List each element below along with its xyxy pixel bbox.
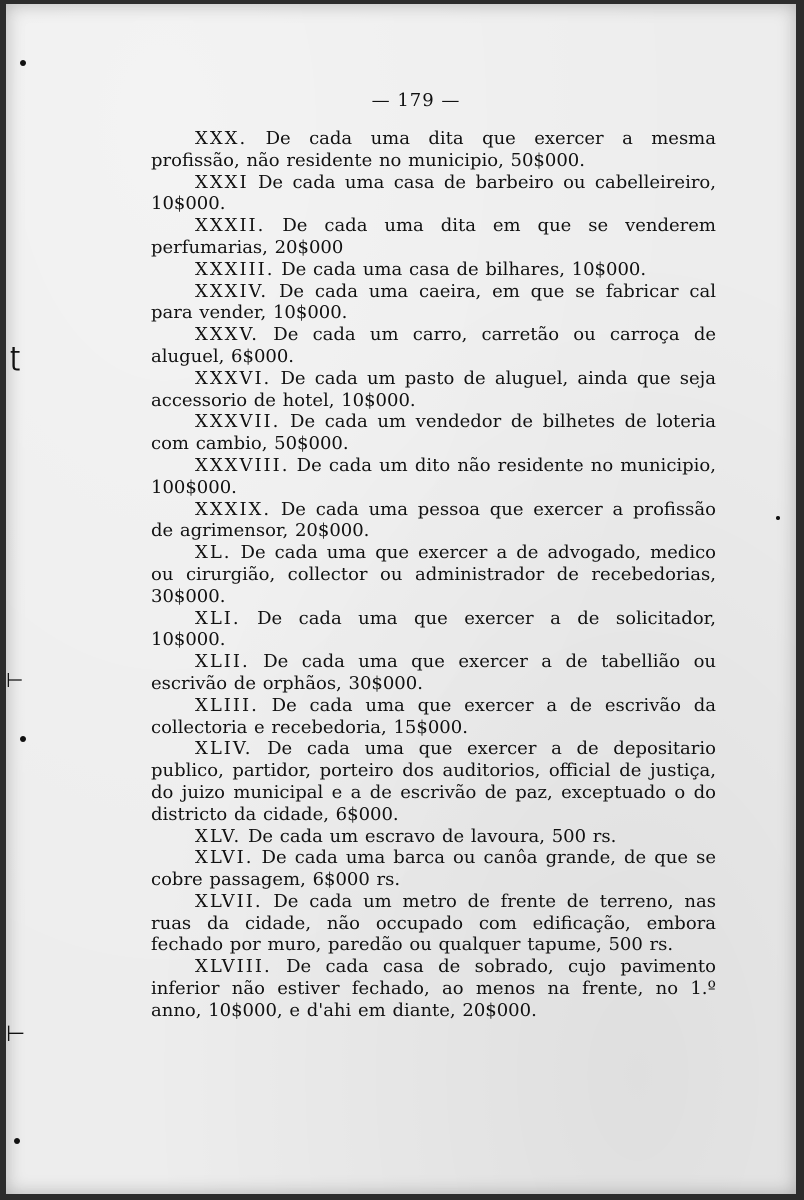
document-page (6, 4, 796, 1194)
list-item (151, 891, 716, 956)
list-item (151, 455, 716, 499)
item-text: De cada um vendedor de bilhetes de loteria com cambio, 50$000. (151, 411, 716, 455)
item-numeral: XXXIV. (195, 280, 269, 302)
list-item (151, 411, 716, 455)
item-numeral: XXXV. (195, 324, 260, 346)
scan-mark: ⊢ (6, 668, 24, 692)
item-text: De cada um pasto de aluguel, ainda que seja accessorio de hotel, 10$000. (151, 367, 716, 411)
item-text: De cada uma barca ou canôa grande, de que se cobre passagem, 6$000 rs. (151, 847, 716, 891)
item-numeral: XLIV. (195, 738, 253, 760)
list-item (151, 281, 716, 325)
item-text: De cada uma que exercer a de escrivão da collectoria e recebedoria, 15$000. (151, 694, 716, 738)
item-numeral: XXXIII. (195, 258, 275, 280)
item-numeral: XXXVIII. (195, 454, 290, 476)
item-numeral: XLIII. (195, 694, 259, 716)
list-item (151, 738, 716, 825)
list-item (151, 956, 716, 1021)
item-text: De cada uma caeira, em que se fabricar cal para vender, 10$000. (151, 280, 716, 324)
list-item (151, 368, 716, 412)
item-text: De cada uma que exercer a de depositario publico, partidor, porteiro dos auditorios, official de justiça, do juizo municipal e a de escrivão de paz, exceptuado o do districto da cidade, 6$000. (151, 738, 716, 825)
list-item (151, 215, 716, 259)
item-numeral: XXXVI. (195, 367, 272, 389)
item-numeral: XLVI. (195, 847, 254, 869)
item-numeral: XLV. (195, 825, 242, 847)
list-item (151, 608, 716, 652)
scan-mark: ʈ (10, 342, 21, 372)
item-text: De cada um metro de frente de terreno, nas ruas da cidade, não occupado com edificação, embora fechado por muro, paredão ou qualquer tapume, 500 rs. (151, 890, 716, 956)
scan-speck (20, 60, 26, 66)
item-text: De cada uma dita em que se venderem perfumarias, 20$000 (151, 215, 716, 258)
item-text: De cada uma dita que exercer a mesma profissão, não residente no municipio, 50$000. (151, 128, 716, 171)
item-text: De cada uma casa de bilhares, 10$000. (281, 258, 647, 280)
item-text: De cada casa de sobrado, cujo pavimento inferior não estiver fechado, ao menos na frente, no 1.º anno, 10$000, e d'ahi em diante, 20$000. (151, 956, 716, 1021)
item-text: De cada uma que exercer a de tabellião ou escrivão de orphãos, 30$000. (151, 651, 716, 694)
item-text: De cada um escravo de lavoura, 500 rs. (247, 825, 617, 847)
item-numeral: XXXI (195, 171, 249, 193)
scan-speck (14, 1138, 20, 1144)
list-item (151, 695, 716, 739)
item-text: De cada uma casa de barbeiro ou cabelleireiro, 10$000. (151, 171, 716, 215)
list-item (151, 324, 716, 368)
list-item (151, 259, 716, 281)
item-numeral: XXXVII. (195, 411, 281, 433)
list-item (151, 499, 716, 543)
item-numeral: XLVII. (195, 890, 263, 912)
item-text: De cada uma que exercer a de advogado, medico ou cirurgião, collector ou administrador de recebedorias, 30$000. (151, 542, 716, 607)
list-item (151, 172, 716, 216)
item-numeral: XXXIX. (195, 498, 272, 520)
scan-mark: ⊢ (6, 1022, 26, 1047)
item-numeral: XXXII. (195, 215, 266, 237)
item-numeral: XXX. (195, 128, 248, 149)
item-numeral: XLI. (195, 607, 241, 629)
list-item (151, 826, 716, 848)
item-text: De cada uma que exercer a de solicitador, 10$000. (151, 607, 716, 651)
item-numeral: XLVIII. (195, 956, 272, 978)
list-item (151, 651, 716, 695)
item-text: De cada um dito não residente no municipio, 100$000. (151, 454, 716, 498)
item-numeral: XLII. (195, 651, 250, 673)
list-item (151, 847, 716, 891)
page-number: — 179 — (371, 90, 461, 111)
item-text: De cada um carro, carretão ou carroça de aluguel, 6$000. (151, 324, 716, 367)
scan-speck (20, 736, 26, 742)
list-item (151, 542, 716, 607)
tax-list (151, 128, 716, 1022)
scan-speck (776, 516, 780, 520)
item-numeral: XL. (195, 542, 232, 564)
list-item (151, 128, 716, 172)
item-text: De cada uma pessoa que exercer a profissão de agrimensor, 20$000. (151, 498, 716, 542)
